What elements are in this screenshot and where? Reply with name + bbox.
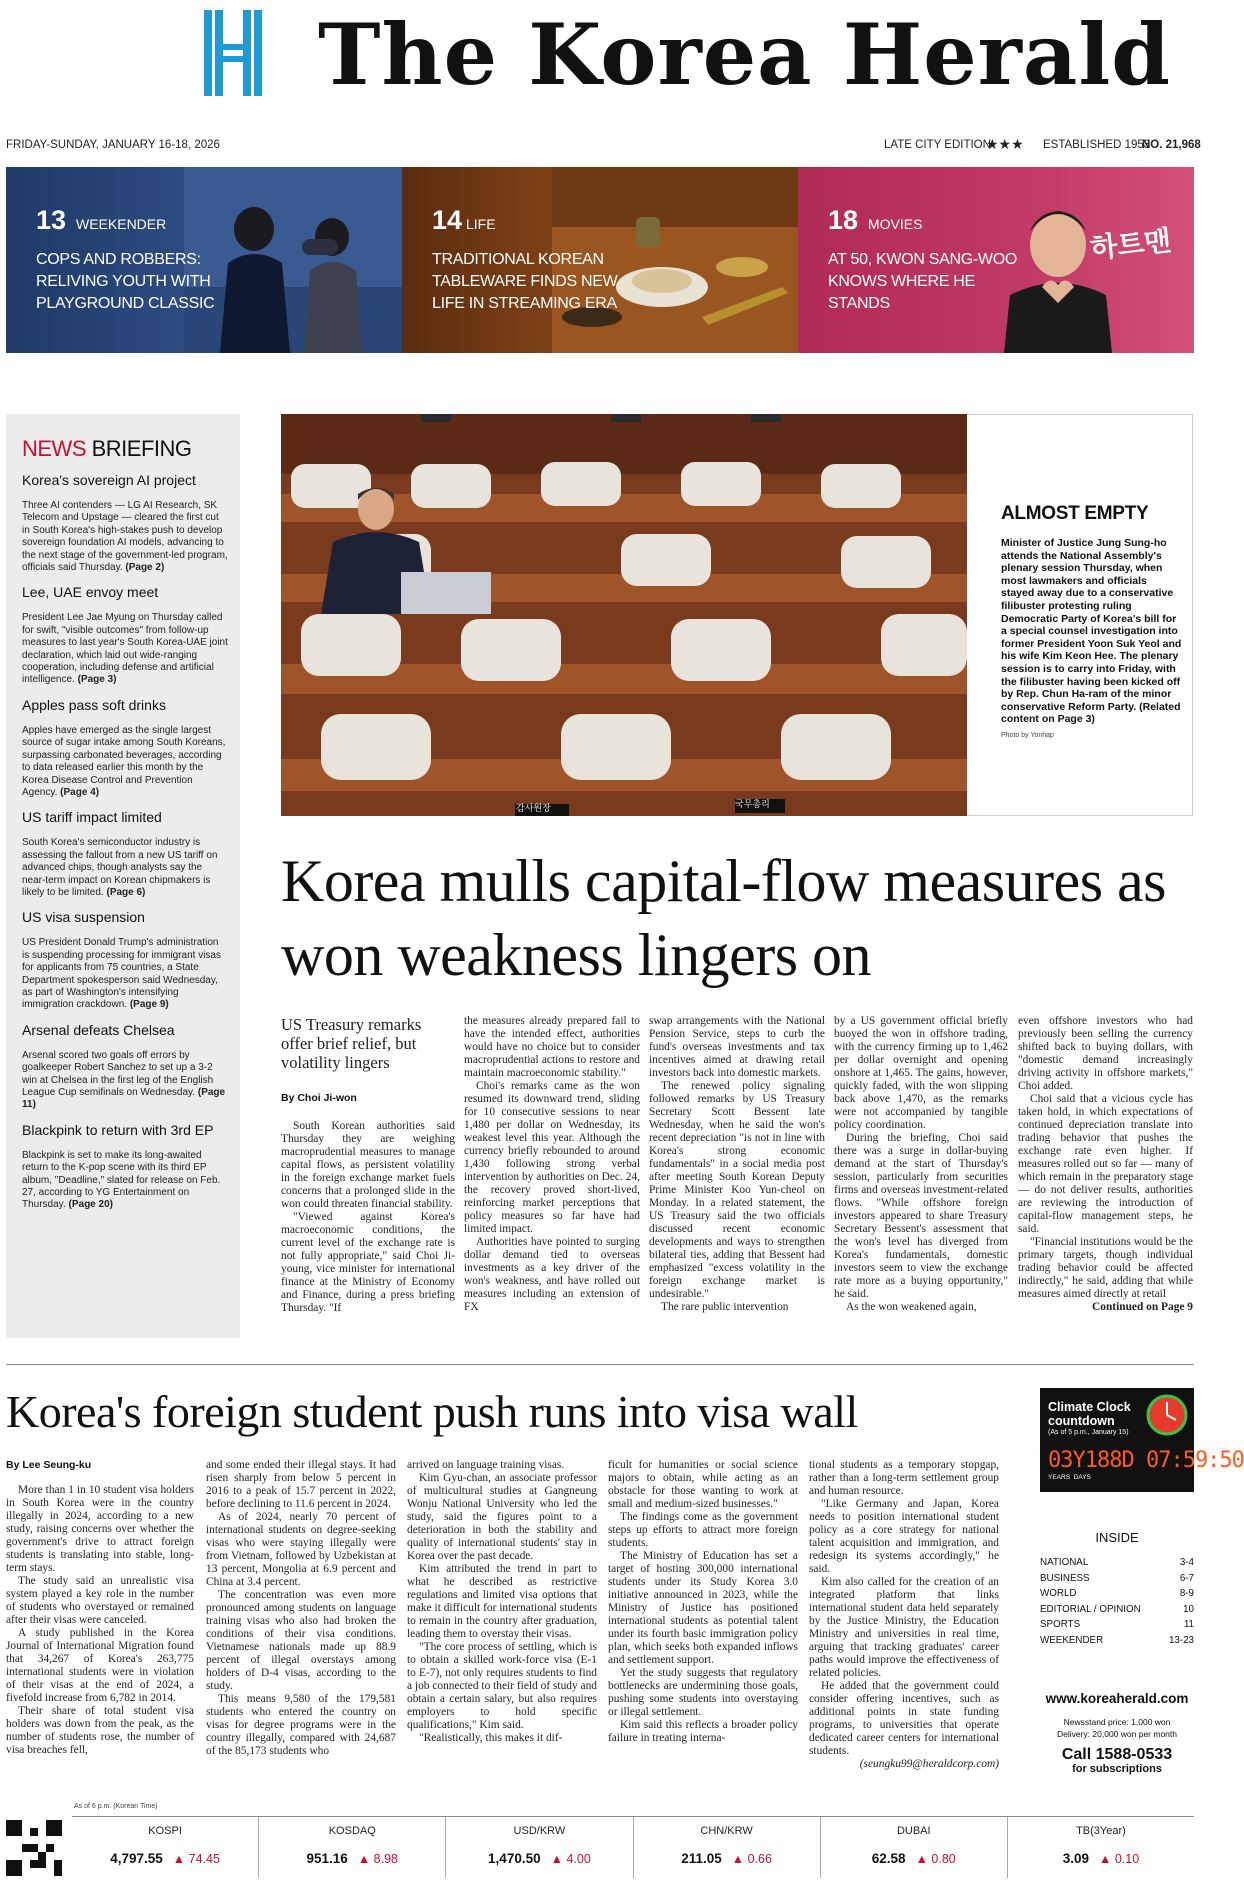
briefing-item[interactable] [22, 472, 228, 574]
edition: LATE CITY EDITION [884, 139, 991, 151]
promo-banner [6, 167, 1194, 353]
briefing-item-title: US visa suspension [22, 909, 145, 926]
promo-section: WEEKENDER [76, 216, 167, 232]
briefing-item-title: Lee, UAE envoy meet [22, 584, 159, 601]
news-briefing [6, 414, 240, 1338]
continued-link[interactable]: Continued on Page 9 [1092, 1301, 1193, 1313]
inside-title: INSIDE [1095, 1530, 1139, 1545]
clock-title: Climate Clock countdown [1048, 1400, 1131, 1428]
second-column-3: arrived on language training visas. Kim Gyu-chan, an associate professor of multicultural studies at Gangneung Wonju National University who led the study, said the figures point to a deterioration in both the stability and quality of international students' stay in Korea over the past decade. Kim attributed the trend in part to what he described as restrictive regulations and limited visa options that make it difficult for international students to remain in the country after graduation, leading them to overstay their visas. "The core process of settling, which is to obtain a skilled work-force visa (E-1 to E-7), not only requires students to find a job connected to their field of study and obtain a certain salary, but also requires employers to hold specific qualifications," Kim said. "Realistically, this makes it dif- [407, 1459, 597, 1744]
issue-date: FRIDAY-SUNDAY, JANUARY 16-18, 2026 [6, 139, 220, 151]
lead-photo[interactable] [281, 414, 967, 816]
clock-labels: YEARS DAYS [1048, 1474, 1091, 1481]
price-info: Newsstand price: 1,000 won Delivery: 20,000 won per month [1056, 1717, 1177, 1739]
lead-column-2: the measures already prepared fail to have the intended effect, authorities would have no choice but to consider macroprudential actions to restore and maintain macroeconomic stability." Choi's remarks came as the won resumed its downward trend, sliding for 10 consecutive sessions to near 1,480 per dollar on Wednesday, its weakest level this year. Although the currency briefly rebounded to around 1,430 following strong verbal intervention by authorities on Dec. 24, the recovery proved short-lived, reinforcing market perceptions that policy measures so far have had limited impact. Authorities have pointed to surging dollar demand tied to overseas investments as a key driver of the won's weakness, and have rolled out measures including an extension of FX [464, 1015, 640, 1313]
briefing-item-title: Blackpink to return with 3rd EP [22, 1121, 214, 1138]
caption-text: Minister of Justice Jung Sung-ho attends the National Assembly's plenary session Thursday, when most lawmakers and officials stayed away due to a conservative filibuster protesting ruling Democratic Party of Korea's bill for a special counsel investigation into former President Yoon Suk Yeol and his wife Kim Keon Hee. The plenary session is to carry into Friday, with the filibuster having been kicked off by Rep. Chun Ha-ram of the minor conservative Reform Party. (Related content on Page 3) [1001, 537, 1182, 726]
briefing-item[interactable] [22, 584, 228, 686]
inside-index [1040, 1530, 1194, 1648]
promo-section: LIFE [466, 216, 496, 232]
promo-page: 18 [828, 205, 859, 235]
clock-digits: 03Y188D 07:59:50 [1048, 1448, 1244, 1473]
established: ESTABLISHED 1953 [1043, 139, 1151, 151]
briefing-item-text: South Korea's semiconductor industry is assessing the fallout from a new US tariff on advanced chips, though analysts say the near-term impact on Korean chipmakers is likely to be limited. (Page 6) [22, 837, 218, 898]
market-item[interactable]: KOSDAQ 951.16 ▲ 8.98 [259, 1817, 446, 1878]
promo-page: 14 [432, 205, 463, 235]
promo-headline: TRADITIONAL KOREAN TABLEWARE FINDS NEW LIFE IN STREAMING ERA [432, 251, 618, 312]
photo-caption [967, 414, 1193, 816]
lead-column-3: swap arrangements with the National Pension Service, steps to curb the fund's overseas investments and tax incentives aimed at drawing retail investors back into domestic markets. The renewed policy signaling followed remarks by US Treasury Secretary Scott Bessent late Wednesday, when he said the won's recent depreciation "is not in line with Korea's strong economic fundamentals" in a social media post after meeting South Korean Deputy Prime Minister Koo Yun-cheol on Monday. In a related statement, the US Treasury said the two officials discussed recent economic developments and ways to strengthen bilateral ties, adding that Bessent had emphasized "excess volatility in the foreign exchange market is undesirable." The rare public intervention [649, 1015, 825, 1313]
inside-row[interactable]: NATIONAL 3-4 [1040, 1557, 1194, 1568]
briefing-item[interactable] [22, 697, 228, 799]
second-column-4: ficult for humanities or social science majors to obtain, while acting as an obstacle for those wanting to work at small and medium-sized businesses." The findings come as the government steps up efforts to attract more foreign students. The Ministry of Education has set a target of hosting 300,000 international students under its Study Korea 3.0 initiative announced in 2023, while the Ministry of Justice has positioned international students as potential talent under its fourth basic immigration policy plan, which seeks both expanded inflows and settlement support. Yet the study suggests that regulatory bottlenecks are undermining those goals, pushing some students into overstaying or illegal settlement. Kim said this reflects a broader policy failure in treating interna- [608, 1459, 798, 1744]
briefing-item-text: Apples have emerged as the single largest source of sugar intake among South Koreans, surpassing carbonated beverages, according to data released earlier this month by the Korea Disease Control and Prevention Agency. (Page 4) [22, 724, 226, 798]
promo-headline: AT 50, KWON SANG-WOO KNOWS WHERE HE STANDS [828, 251, 1017, 312]
briefing-item-text: Three AI contenders — LG AI Research, SK Telecom and Upstage — cleared the first cut in South Korea's high-stakes push to develop sovereign foundation AI models, advancing to the next stage of the government-led program, officials said Thursday. (Page 2) [22, 500, 228, 574]
briefing-item[interactable] [22, 809, 228, 899]
promo-section: MOVIES [868, 216, 923, 232]
market-item[interactable]: CHN/KRW 211.05 ▲ 0.66 [634, 1817, 821, 1878]
qr-code-icon[interactable] [6, 1820, 62, 1876]
author-email[interactable]: (seungku99@heraldcorp.com) [859, 1758, 999, 1770]
briefing-item-title: Korea's sovereign AI project [22, 472, 196, 488]
briefing-item[interactable] [22, 1122, 228, 1212]
second-headline[interactable]: Korea's foreign student push runs into visa wall [6, 1386, 858, 1437]
inside-row[interactable]: EDITORIAL / OPINION 10 [1040, 1603, 1194, 1615]
second-byline: By Lee Seung-ku [6, 1459, 92, 1471]
briefing-item-title: US tariff impact limited [22, 809, 162, 826]
inside-row[interactable]: WORLD 8-9 [1040, 1588, 1194, 1599]
section-divider [6, 1364, 1194, 1365]
issue-number: NO. 21,968 [1142, 139, 1201, 151]
briefing-item-title: Apples pass soft drinks [22, 696, 166, 713]
climate-clock[interactable] [1040, 1388, 1244, 1492]
photo-sign-left: 감사원장 [516, 804, 551, 814]
second-column-2: and some ended their illegal stays. It had risen sharply from below 5 percent in 2016 to a peak of 15.7 percent in 2022, before declining to 11.6 percent in 2024. As of 2024, nearly 70 percent of international students on degree-seeking visas who were staying illegally were from Vietnam, followed by Uzbekistan at 13 percent, Mongolia at 6.9 percent and China at 3.4 percent. The concentration was even more pronounced among students on language training visas who also had broken the conditions of their visa conditions. Vietnamese nationals made up 88.9 percent of illegal overstays among holders of D-4 visas, according to the study. This means 9,580 of the 179,581 students who entered the country on visas for degree programs were in the country illegally, compared with 24,687 of the 85,173 students who [206, 1459, 396, 1757]
promo-movies[interactable] [798, 167, 1194, 353]
clock-icon [1146, 1394, 1188, 1436]
briefing-item[interactable] [22, 909, 228, 1011]
market-note: As of 6 p.m. (Korean Time) [74, 1803, 158, 1810]
second-column-5: tional students as a temporary stopgap, rather than a long-term settlement group and human resource. "Like Germany and Japan, Korea needs to position international student policy as a core strategy for national talent acquisition and immigration, and redesign its systems accordingly," he said. Kim also called for the creation of an integrated platform that links international student data held separately by the Justice Ministry, the Education Ministry and universities in real time, arguing that tracking graduates' career paths would improve the effectiveness of related policies. He added that the government could consider offering incentives, such as additional points in state funding programs, to universities that operate dedicated career centers for international students. (seungku99@heraldcorp.com) [809, 1459, 999, 1770]
promo-life[interactable] [402, 167, 798, 353]
lead-column-4: by a US government official briefly buoyed the won in offshore trading, with the currency firming up to 1,462 per dollar overnight and opening onshore at 1,465. The gains, however, quickly faded, with the won slipping back above 1,470, as the remarks were not accompanied by tangible policy coordination. During the briefing, Choi said there was a surge in dollar-buying demand at the start of Thursday's session, particularly from securities firms and overseas investment-related flows. "While offshore foreign investors appeared to share Treasury Secretary Bessent's assessment that the won's level has diverged from Korea's fundamentals, domestic investors seem to view the exchange rate more as a buying opportunity," he said. As the won weakened again, [834, 1015, 1008, 1313]
edition-stars: ★★★ [986, 136, 1024, 152]
briefing-item-text: US President Donald Trump's administration is suspending processing for immigrant visas for applicants from 75 countries, a State Department spokesperson said Wednesday, as part of Washington's intensifying immigration crackdown. (Page 9) [22, 937, 221, 1011]
promo-page: 13 [36, 205, 67, 235]
briefing-item[interactable] [22, 1022, 228, 1112]
promo-weekender[interactable] [6, 167, 402, 353]
market-ticker [72, 1816, 1194, 1878]
briefing-title: NEWS BRIEFING [22, 436, 192, 461]
photo-credit: Photo by Yonhap [1001, 731, 1054, 739]
briefing-item-text: Blackpink is set to make its long-awaited return to the K-pop scene with its third EP album, "Deadline," slated for release on Feb. 27, according to YG Entertainment on Thursday. (Page 20) [22, 1149, 221, 1211]
briefing-item-text: President Lee Jae Myung on Thursday called for swift, "visible outcomes" from follow-up measures to last year's South Korea-UAE joint declaration, which laid out wide-ranging cooperation, including defense and artificial intelligence. (Page 3) [22, 612, 228, 686]
lead-headline[interactable]: Korea mulls capital-flow measures as won weakness lingers on [281, 848, 1167, 988]
inside-row[interactable]: BUSINESS 6-7 [1040, 1572, 1194, 1584]
photo-sign-right: 국무총리 [735, 800, 770, 810]
inside-row[interactable]: SPORTS 11 [1040, 1619, 1194, 1630]
lead-deck: US Treasury remarks offer brief relief, but volatility lingers [281, 1015, 422, 1072]
lead-byline: By Choi Ji-won [281, 1092, 357, 1104]
clock-asof: (As of 5 p.m., January 15) [1048, 1429, 1129, 1436]
lead-column-5: even offshore investors who had previously been selling the currency shifted back to buying dollars, with "domestic demand increasingly driving activity in offshore markets," Choi added. Choi said that a vicious cycle has taken hold, in which expectations of continued depreciation translate into trading behavior that pushes the exchange rate even higher. If measures rolled out so far — many of which remain in the preparatory stage — do not deliver results, authorities are reviewing the introduction of capital-flow management steps, he said. "Financial institutions would be the primary targets, though individual trading behavior could be affected indirectly," he said, adding that while measures aimed directly at retail Continued on Page 9 [1018, 1015, 1193, 1313]
korea-herald-logo-icon [204, 10, 262, 96]
briefing-item-text: Arsenal scored two goals off errors by goalkeeper Robert Sanchez to set up a 3-2 win at Chelsea in the first leg of the English League Cup semifinals on Wednesday. (Page 11) [22, 1049, 226, 1111]
promo-headline: COPS AND ROBBERS: RELIVING YOUTH WITH PLAYGROUND CLASSIC [36, 251, 215, 312]
promo-movie-sign: 하트맨 [1088, 223, 1173, 266]
market-item[interactable]: TB(3Year) 3.09 ▲ 0.10 [1062, 1825, 1140, 1866]
caption-title: ALMOST EMPTY [1001, 503, 1149, 524]
subscription-call[interactable]: Call 1588-0533 for subscriptions [1061, 1746, 1173, 1775]
market-item[interactable]: USD/KRW 1,470.50 ▲ 4.00 [446, 1817, 633, 1878]
market-item[interactable]: KOSPI 4,797.55 ▲ 74.45 [72, 1817, 259, 1878]
second-column-1: More than 1 in 10 student visa holders in South Korea were in the country illegally in 2024, according to a new study, raising concerns over whether the government's drive to attract foreign students is translating into stable, long-term stays. The study said an unrealistic visa system played a key role in the number of students who overstayed or remained after their visas were canceled. A study published in the Korea Journal of International Migration found that 34,267 of Korea's 263,775 international students were in violation of their visas at the end of 2024, a fivefold increase from 6,782 in 2014. Their share of total student visa holders was down from the peak, as the number of students rose, the number of visa breaches fell, [6, 1484, 194, 1756]
website-link[interactable]: www.koreaherald.com [1045, 1691, 1189, 1706]
inside-row[interactable]: WEEKENDER 13-23 [1040, 1634, 1194, 1646]
newspaper-title[interactable]: The Korea Herald [318, 5, 1171, 104]
briefing-item-title: Arsenal defeats Chelsea [22, 1021, 175, 1038]
market-item[interactable]: DUBAI 62.58 ▲ 0.80 [821, 1817, 1008, 1878]
lead-column-1: South Korean authorities said Thursday they are weighing macroprudential measures to manage capital flows, as persistent volatility in the foreign exchange market fuels concerns that a prolonged slide in the won could threaten financial stability. "Viewed against Korea's macroeconomic conditions, the current level of the exchange rate is not fully appropriate," said Choi Ji-young, vice minister for international finance at the Ministry of Economy and Finance, during a press briefing Thursday. "If [281, 1120, 455, 1314]
